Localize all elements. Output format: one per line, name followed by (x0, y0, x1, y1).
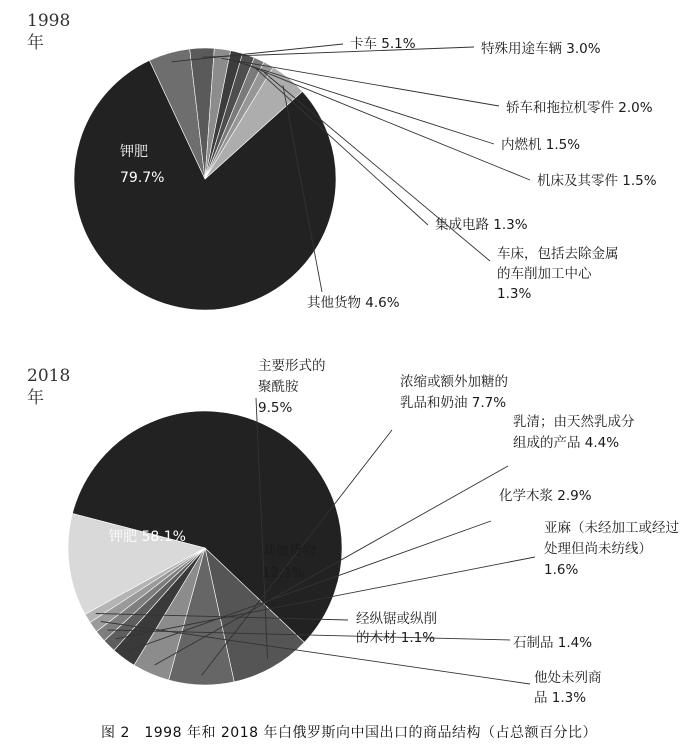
slice-label-2018-6-line-0: 石制品 1.4% (513, 635, 593, 651)
slice-label-1998-7-line-2: 1.3% (497, 286, 532, 302)
slice-label-1998-3-line-0: 轿车和拖拉机零件 2.0% (506, 100, 653, 116)
figure-caption: 图 2 1998 年和 2018 年白俄罗斯向中国出口的商品结构（占总额百分比） (101, 725, 597, 741)
chart-title-1998-line-1: 年 (27, 33, 44, 53)
chart-title-2018-line-1: 年 (27, 388, 44, 408)
slice-label-2018-5-line-0: 亚麻（未经加工或经过 (544, 520, 679, 536)
slice-label-2018-1-line-2: 9.5% (258, 400, 293, 416)
slice-label-1998-5-line-0: 机床及其零件 1.5% (537, 173, 657, 189)
slice-label-1998-0-line-0: 钾肥 (120, 144, 148, 160)
chart-title-1998-line-0: 1998 (27, 11, 71, 31)
slice-label-2018-3-line-1: 组成的产品 4.4% (513, 435, 620, 451)
slice-label-2018-7-line-0: 他处未列商 (534, 670, 602, 686)
slice-label-2018-8-line-0: 经纵锯或纵削 (356, 611, 437, 627)
chart-title-2018-line-0: 2018 (27, 366, 71, 386)
slice-label-1998-7-line-1: 的车削加工中心 (497, 266, 592, 282)
slice-label-1998-7-line-0: 车床，包括去除金属 (497, 246, 619, 262)
slice-label-2018-1-line-0: 主要形式的 (258, 358, 326, 374)
slice-label-1998-6-line-0: 集成电路 1.3% (435, 217, 528, 233)
slice-label-1998-8-line-0: 其他货物 4.6% (307, 295, 400, 311)
slice-label-2018-5-line-2: 1.6% (544, 562, 579, 578)
slice-label-2018-7-line-1: 品 1.3% (534, 690, 587, 706)
slice-label-2018-3-line-0: 乳清；由天然乳成分 (513, 414, 635, 430)
slice-label-2018-1-line-1: 聚酰胺 (258, 379, 299, 395)
slice-label-2018-2-line-1: 乳品和奶油 7.7% (400, 395, 507, 411)
leader-line-1998-2 (202, 47, 474, 57)
slice-label-1998-0-line-1: 79.7% (120, 170, 165, 186)
slice-label-2018-0-line-0: 钾肥 58.1% (109, 529, 186, 545)
slice-label-1998-2-line-0: 特殊用途车辆 3.0% (481, 41, 601, 57)
slice-label-2018-2-line-0: 浓缩或额外加糖的 (400, 374, 508, 390)
slice-label-1998-1-line-0: 卡车 5.1% (350, 36, 416, 52)
slice-label-1998-4-line-0: 内燃机 1.5% (501, 137, 581, 153)
slice-label-2018-4-line-0: 化学木浆 2.9% (499, 488, 592, 504)
slice-label-2018-9-line-0: 其他货物 (262, 543, 316, 559)
slice-label-2018-8-line-1: 的木材 1.1% (356, 630, 436, 646)
slice-label-2018-9-line-1: 12.1% (262, 565, 305, 581)
slice-label-2018-5-line-1: 处理但尚未纺线） (544, 541, 652, 557)
